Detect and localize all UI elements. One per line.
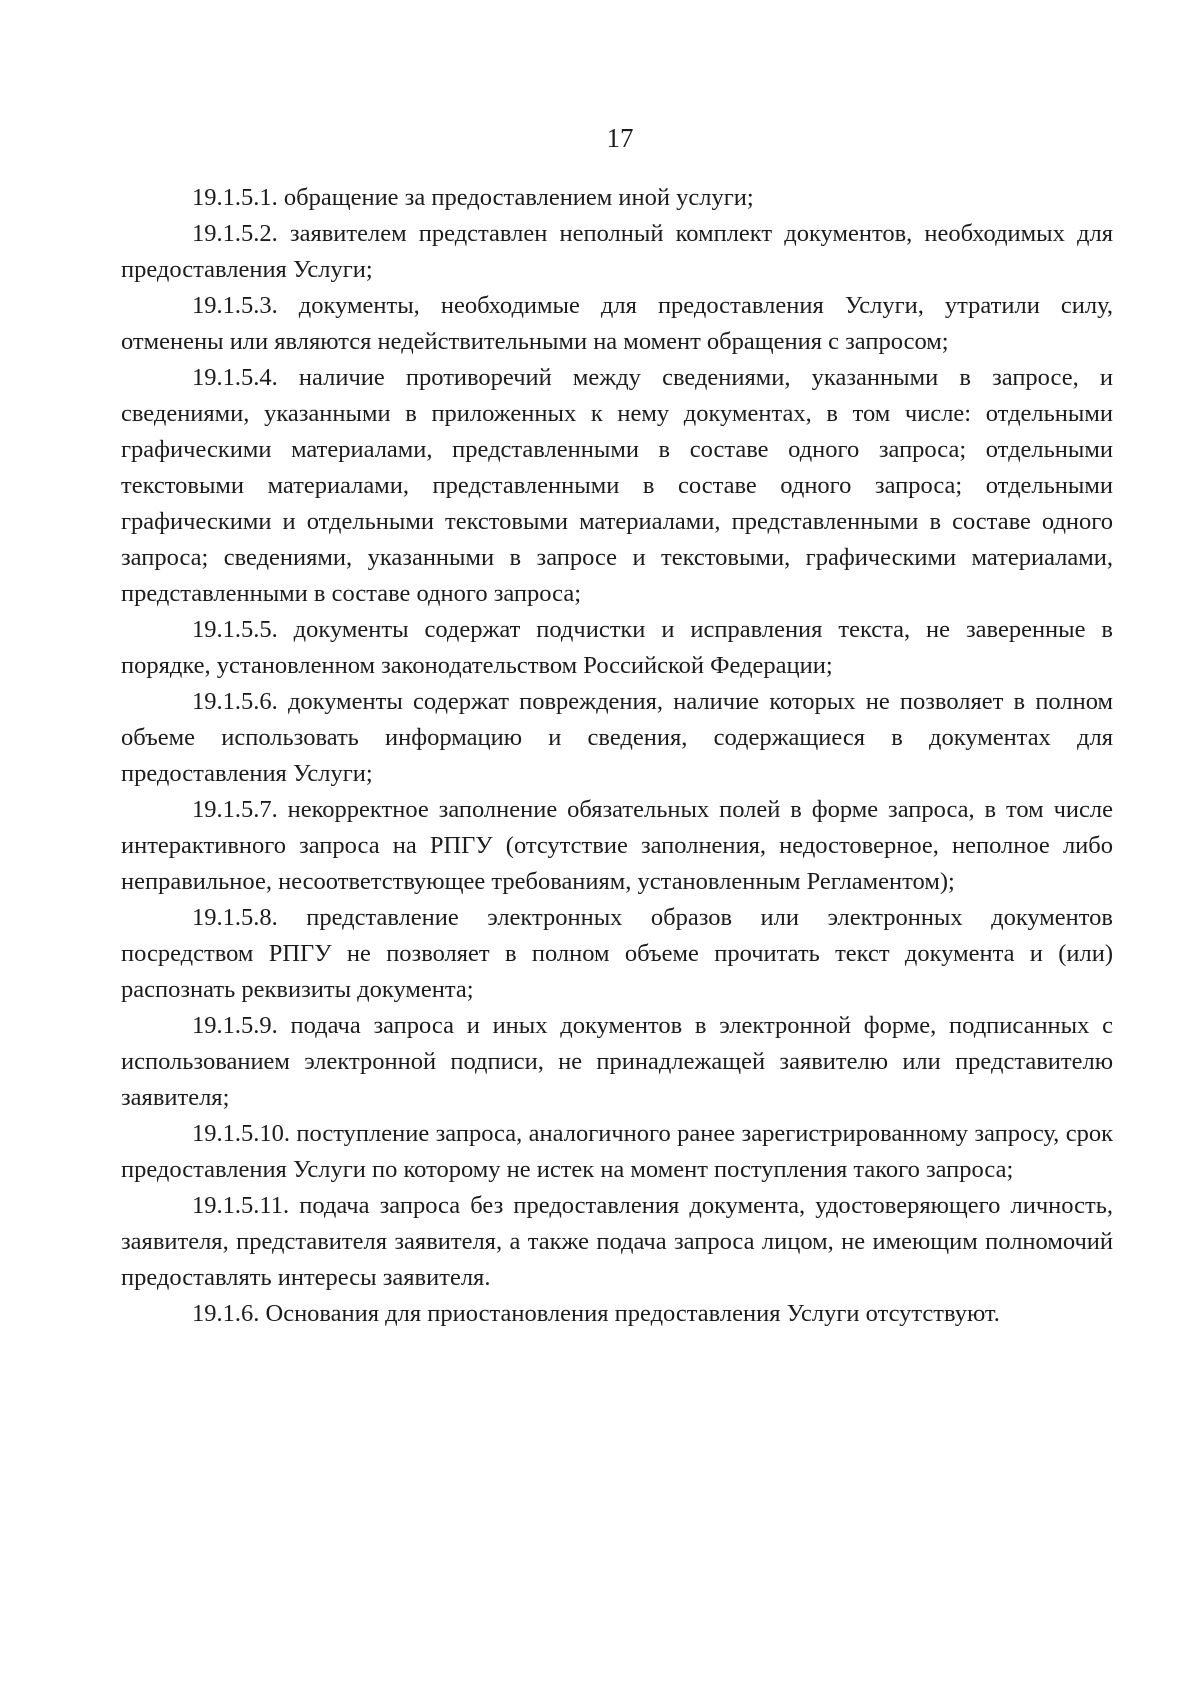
paragraph-19-1-6: 19.1.6. Основания для приостановления предоставления Услуги отсутствуют. — [192, 1300, 1000, 1327]
paragraph-19-1-5-3: 19.1.5.3. документы, необходимые для предоставления Услуги, утратили силу, отменены или являются недействительными на момент обращения с запросом; — [121, 292, 1113, 355]
paragraph-19-1-5-5: 19.1.5.5. документы содержат подчистки и исправления текста, не заверенные в порядке, установленном законодательством Российской Федерации; — [121, 616, 1113, 679]
paragraph-19-1-5-6: 19.1.5.6. документы содержат повреждения, наличие которых не позволяет в полном объеме использовать информацию и сведения, содержащиеся в документах для предоставления Услуги; — [121, 688, 1113, 787]
document-body — [121, 180, 1113, 1332]
paragraph-19-1-5-10: 19.1.5.10. поступление запроса, аналогичного ранее зарегистрированному запросу, срок предоставления Услуги по которому не истек на момент поступления такого запроса; — [121, 1120, 1113, 1183]
paragraph-19-1-5-2: 19.1.5.2. заявителем представлен неполный комплект документов, необходимых для предоставления Услуги; — [121, 220, 1113, 283]
paragraph-19-1-5-7: 19.1.5.7. некорректное заполнение обязательных полей в форме запроса, в том числе интерактивного запроса на РПГУ (отсутствие заполнения, недостоверное, неполное либо неправильное, несоответствующее требованиям, установленным Регламентом); — [121, 796, 1113, 895]
page-number: 17 — [606, 123, 634, 153]
paragraph-19-1-5-11: 19.1.5.11. подача запроса без предоставления документа, удостоверяющего личность, заявителя, представителя заявителя, а также подача запроса лицом, не имеющим полномочий предоставлять интересы заявителя. — [121, 1192, 1113, 1291]
paragraph-19-1-5-8: 19.1.5.8. представление электронных образов или электронных документов посредством РПГУ не позволяет в полном объеме прочитать текст документа и (или) распознать реквизиты документа; — [121, 904, 1113, 1003]
paragraph-19-1-5-1: 19.1.5.1. обращение за предоставлением иной услуги; — [192, 184, 754, 211]
paragraph-19-1-5-9: 19.1.5.9. подача запроса и иных документов в электронной форме, подписанных с использованием электронной подписи, не принадлежащей заявителю или представителю заявителя; — [121, 1012, 1113, 1111]
paragraph-19-1-5-4: 19.1.5.4. наличие противоречий между сведениями, указанными в запросе, и сведениями, указанными в приложенных к нему документах, в том числе: отдельными графическими материалами, представленными в составе одного запроса; отдельными текстовыми материалами, представленными в составе одного запроса; отдельными графическими и отдельными текстовыми материалами, представленными в составе одного запроса; сведениями, указанными в запросе и текстовыми, графическими материалами, представленными в составе одного запроса; — [121, 364, 1113, 607]
